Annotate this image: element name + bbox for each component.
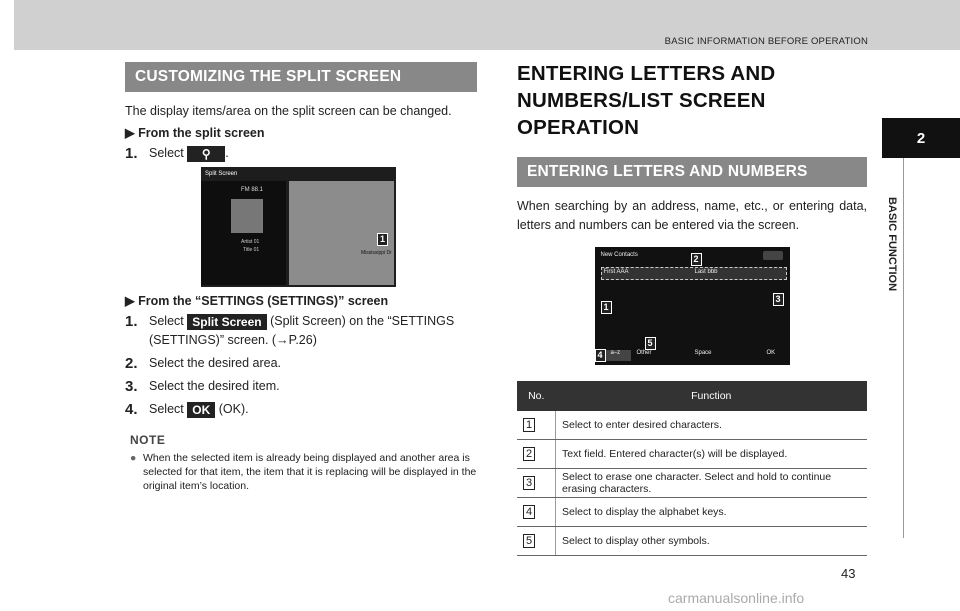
row-function: Select to erase one character. Select and hold to continue erasing characters.: [556, 469, 868, 498]
step-4-desc: (OK).: [218, 402, 249, 416]
step-num: 1.: [125, 313, 138, 330]
left-column: [125, 62, 477, 493]
step-4: [125, 400, 477, 419]
row-function: Select to enter desired characters.: [556, 411, 868, 440]
callout-4: 4: [595, 349, 606, 362]
step-3: [125, 377, 477, 396]
note: [130, 451, 477, 493]
divider: [903, 118, 904, 538]
callout-1: 1: [601, 301, 612, 314]
section-heading-2: ENTERING LETTERS AND NUMBERS: [517, 157, 867, 187]
row-function: Text field. Entered character(s) will be displayed.: [556, 440, 868, 469]
table-row: [517, 411, 867, 440]
row-number: 4: [523, 505, 535, 519]
col-function: Function: [556, 381, 868, 411]
callout-3: 3: [773, 293, 784, 306]
ok-button: OK: [187, 402, 215, 418]
step-num: 1.: [125, 145, 138, 162]
row-number: 5: [523, 534, 535, 548]
step-4-text: [149, 400, 249, 419]
table-row: [517, 469, 867, 498]
keyboard-image: [595, 247, 790, 365]
select-word: Select: [149, 402, 184, 416]
page-number: 43: [841, 566, 856, 581]
subheading-1-text: From the split screen: [138, 126, 265, 140]
step-num: 3.: [125, 378, 138, 395]
step-num: 2.: [125, 355, 138, 372]
step-1-text: Select ⚲ .: [149, 146, 229, 161]
subheading-1: ▶ From the split screen: [125, 126, 265, 140]
kb-space: Space: [694, 350, 712, 356]
table-row: [517, 498, 867, 527]
ss-station: FM 88.1: [241, 187, 264, 193]
section-heading: CUSTOMIZING THE SPLIT SCREEN: [125, 62, 477, 92]
main-heading-line-3: OPERATION: [517, 116, 640, 139]
step-3-text: Select the desired item.: [149, 379, 280, 393]
kb-ok: OK: [766, 350, 776, 356]
step-num: 4.: [125, 401, 138, 418]
bullet-icon: ●: [130, 452, 137, 464]
step-1b: [125, 312, 477, 350]
running-header: BASIC INFORMATION BEFORE OPERATION: [664, 36, 868, 47]
kb-other: Other: [636, 350, 652, 356]
main-heading-line-1: ENTERING LETTERS AND: [517, 62, 776, 85]
chapter-label-box: [882, 178, 902, 318]
callout-5: 5: [645, 337, 656, 350]
chapter-label: BASIC FUNCTION: [886, 196, 898, 292]
kb-az: a–z: [610, 350, 621, 356]
subheading-2: ▶ From the “SETTINGS (SETTINGS)” screen: [125, 294, 389, 308]
select-word: Select: [149, 146, 184, 160]
note-title: NOTE: [130, 433, 166, 447]
footer-watermark: carmanualsonline.info: [668, 590, 805, 606]
step-1b-text: [149, 312, 477, 350]
split-icon-button: ⚲: [187, 146, 225, 162]
ss-title: Split Screen: [205, 171, 238, 177]
step-2: [125, 354, 477, 373]
select-word: Select: [149, 314, 184, 328]
ss-artist: Artist 01: [241, 239, 260, 245]
ss-callout: 1: [377, 233, 388, 246]
table-row: [517, 440, 867, 469]
kb-back-icon: [763, 251, 783, 260]
table-row: [517, 527, 867, 556]
kb-first: First AAA: [603, 269, 629, 275]
row-number: 1: [523, 418, 535, 432]
intro-text-2: When searching by an address, name, etc., or entering data, letters and numbers can be entered via the screen.: [517, 199, 867, 232]
row-number: 2: [523, 447, 535, 461]
ss-track: Title 01: [243, 247, 260, 253]
split-screen-button: Split Screen: [187, 314, 266, 330]
right-column: [517, 60, 867, 556]
kb-title: New Contacts: [600, 252, 638, 258]
chapter-tab: 2: [882, 118, 960, 158]
subheading-2-text: From the “SETTINGS (SETTINGS)” screen: [138, 294, 389, 308]
callout-2: 2: [691, 253, 702, 266]
kb-last: Last bbb: [694, 269, 718, 275]
main-heading-line-2: NUMBERS/LIST SCREEN: [517, 89, 766, 112]
step-1: [125, 144, 477, 163]
row-number: 3: [523, 476, 535, 490]
ss-map-place: Mississippi Dr: [361, 250, 392, 256]
intro-text: The display items/area on the split screen can be changed.: [125, 104, 452, 118]
row-function: Select to display the alphabet keys.: [556, 498, 868, 527]
function-table: [517, 381, 867, 556]
step-1b-desc: (Split Screen) on the “SETTINGS (SETTINGS)” screen. (→P.26): [149, 314, 455, 347]
step-2-text: Select the desired area.: [149, 356, 282, 370]
col-no: No.: [517, 381, 556, 411]
row-function: Select to display other symbols.: [556, 527, 868, 556]
main-heading: [517, 60, 867, 141]
note-text: When the selected item is already being displayed and another area is selected for that item, the item that it is replacing will be displayed in the original item’s location.: [143, 452, 477, 492]
split-screen-image: [201, 167, 396, 287]
